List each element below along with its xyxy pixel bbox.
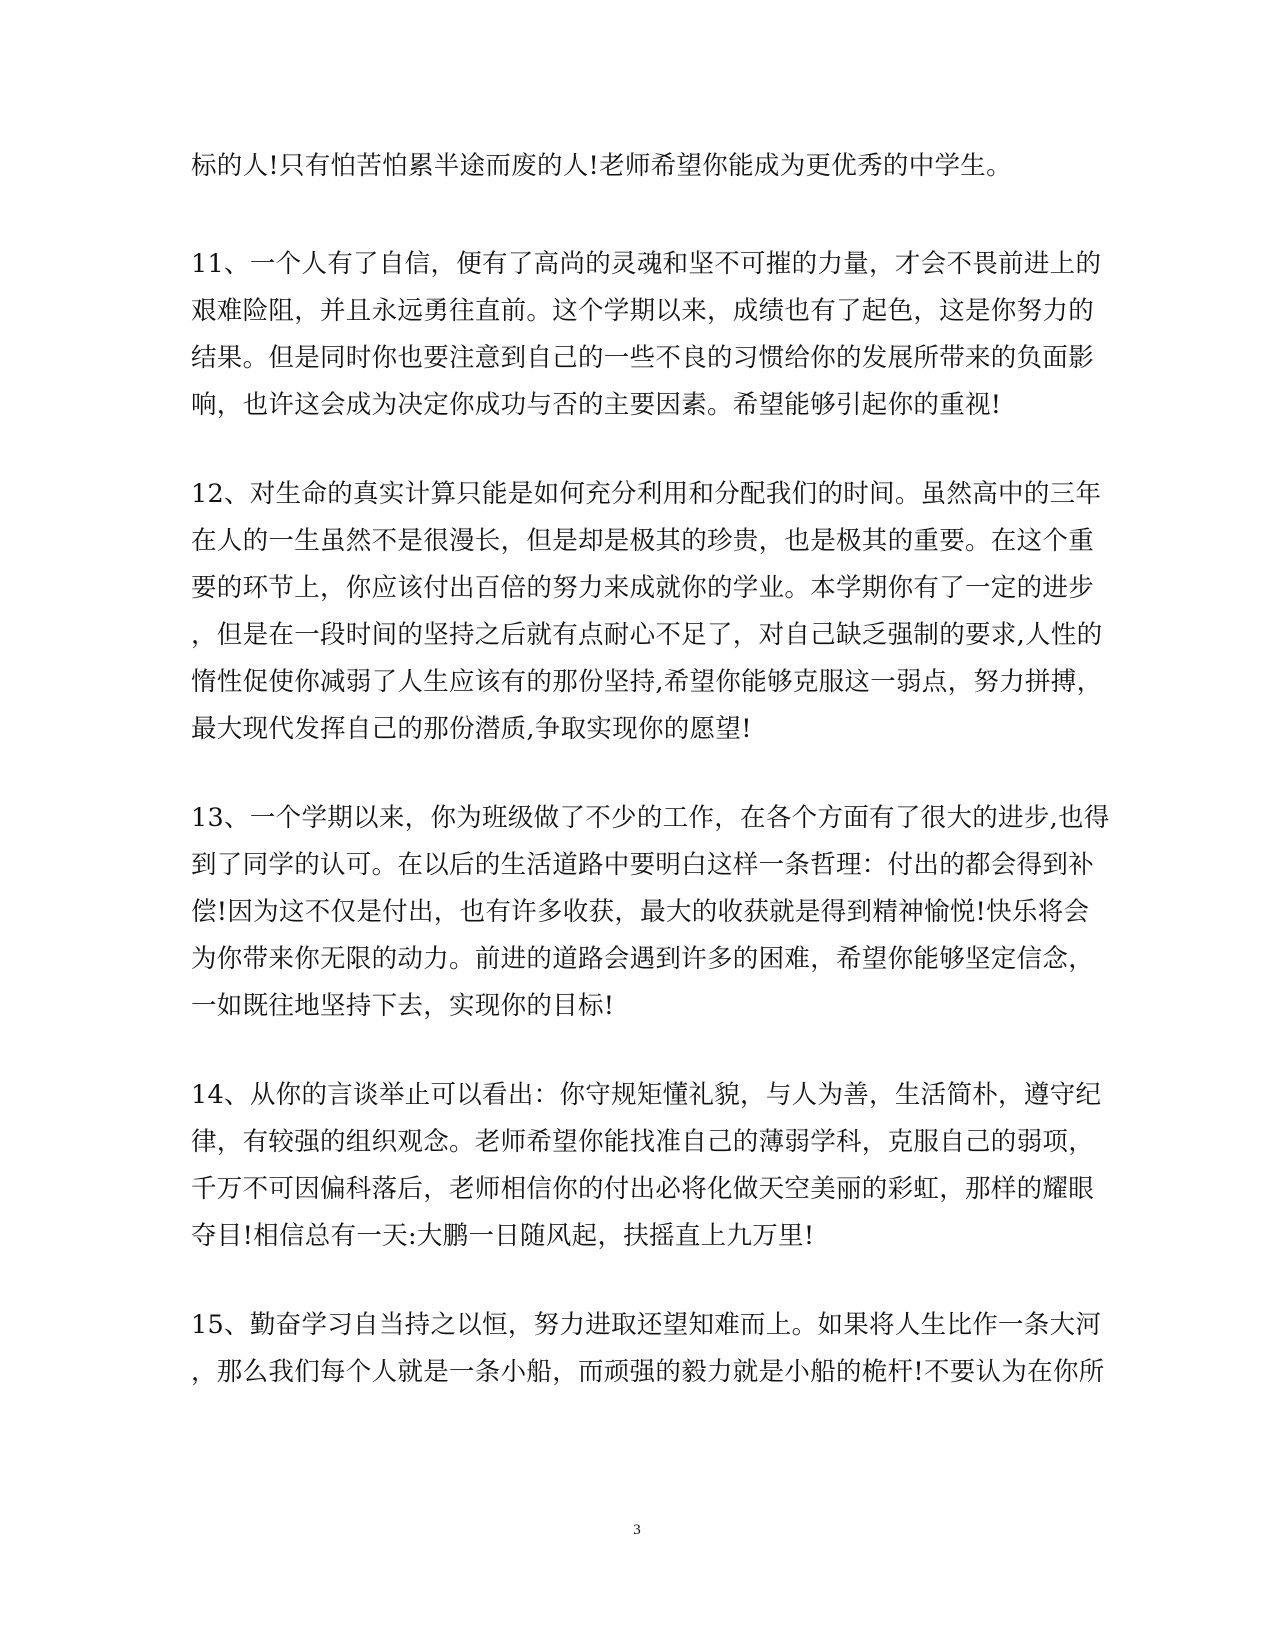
page-number: 3 xyxy=(633,1522,641,1538)
text-line: 11、一个人有了自信，便有了高尚的灵魂和坚不可摧的力量，才会不畏前进上的 xyxy=(191,249,1102,279)
text-line: ，那么我们每个人就是一条小船，而顽强的毅力就是小船的桅杆!不要认为在你所 xyxy=(191,1357,1105,1387)
text-line: 结果。但是同时你也要注意到自己的一些不良的习惯给你的发展所带来的负面影 xyxy=(191,343,1095,373)
text-line: 为你带来你无限的动力。前进的道路会遇到许多的困难，希望你能够坚定信念， xyxy=(191,944,1095,974)
text-line: 标的人!只有怕苦怕累半途而废的人!老师希望你能成为更优秀的中学生。 xyxy=(191,151,1012,181)
text-line: ，但是在一段时间的坚持之后就有点耐心不足了，对自己缺乏强制的要求,人性的 xyxy=(191,620,1103,650)
text-line: 到了同学的认可。在以后的生活道路中要明白这样一条哲理：付出的都会得到补 xyxy=(191,850,1095,880)
text-line: 13、一个学期以来，你为班级做了不少的工作，在各个方面有了很大的进步,也得 xyxy=(191,803,1110,833)
text-line: 12、对生命的真实计算只能是如何充分利用和分配我们的时间。虽然高中的三年 xyxy=(191,479,1102,509)
text-line: 一如既往地坚持下去，实现你的目标! xyxy=(191,991,615,1021)
text-line: 惰性促使你减弱了人生应该有的那份坚持,希望你能够克服这一弱点，努力拼搏， xyxy=(191,667,1103,697)
text-line: 14、从你的言谈举止可以看出：你守规矩懂礼貌，与人为善，生活简朴，遵守纪 xyxy=(191,1080,1102,1110)
text-line: 偿!因为这不仅是付出，也有许多收获，最大的收获就是得到精神愉悦!快乐将会 xyxy=(191,897,1090,927)
text-line: 艰难险阻，并且永远勇往直前。这个学期以来，成绩也有了起色，这是你努力的 xyxy=(191,296,1095,326)
text-line: 要的环节上，你应该付出百倍的努力来成就你的学业。本学期你有了一定的进步 xyxy=(191,573,1095,603)
text-line: 千万不可因偏科落后，老师相信你的付出必将化做天空美丽的彩虹，那样的耀眼 xyxy=(191,1174,1095,1204)
text-line: 响，也许这会成为决定你成功与否的主要因素。希望能够引起你的重视! xyxy=(191,390,1002,420)
text-line: 夺目!相信总有一天:大鹏一日随风起，扶摇直上九万里! xyxy=(191,1221,815,1251)
text-line: 15、勤奋学习自当持之以恒，努力进取还望知难而上。如果将人生比作一条大河 xyxy=(191,1310,1102,1340)
text-line: 在人的一生虽然不是很漫长，但是却是极其的珍贵，也是极其的重要。在这个重 xyxy=(191,526,1095,556)
text-line: 律，有较强的组织观念。老师希望你能找准自己的薄弱学科，克服自己的弱项， xyxy=(191,1127,1095,1157)
text-line: 最大现代发挥自己的那份潜质,争取实现你的愿望! xyxy=(191,714,752,744)
